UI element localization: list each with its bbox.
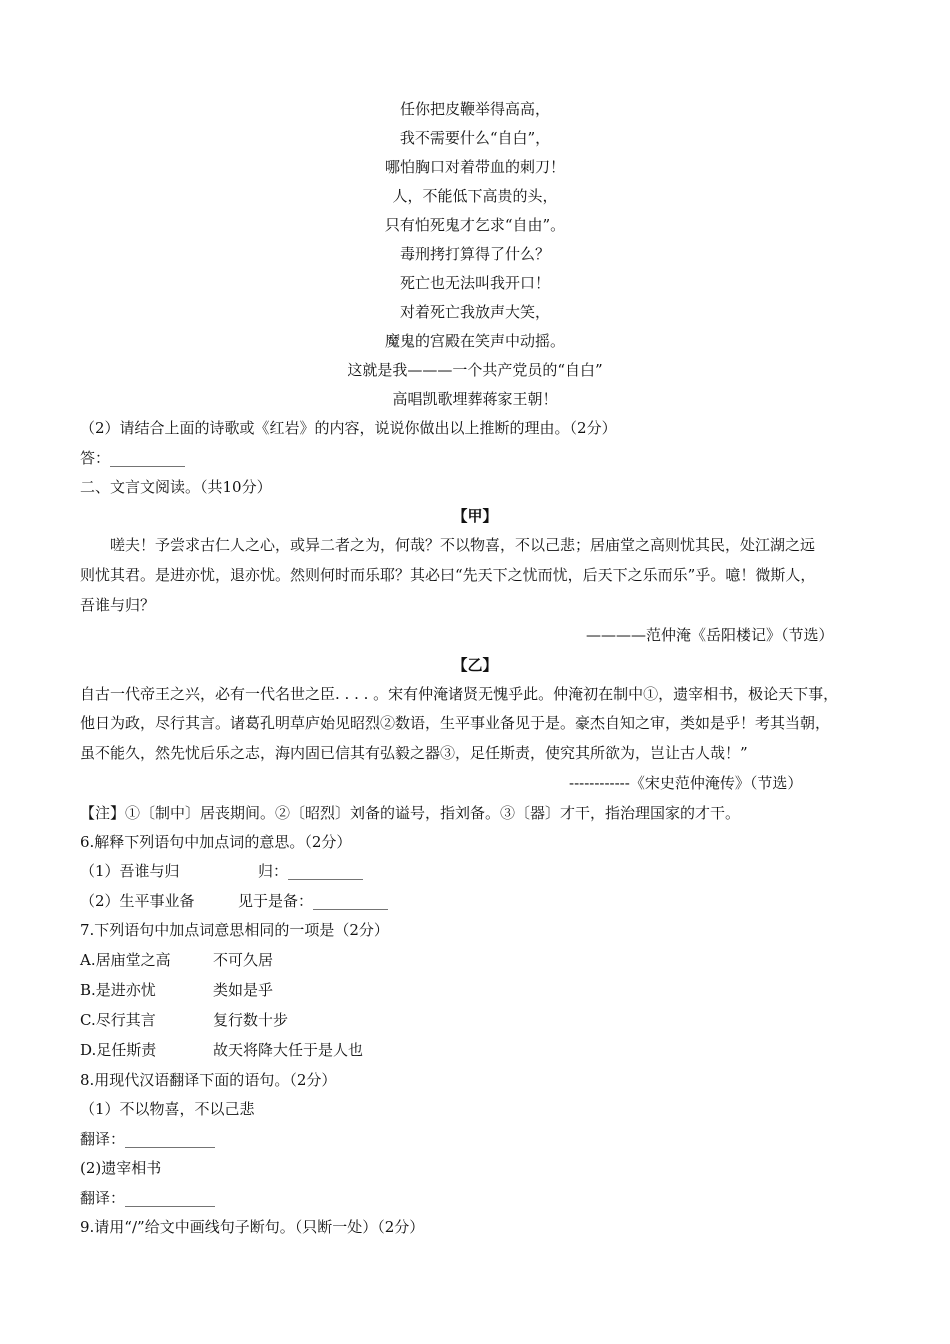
poem-line: 高唱凯歌埋葬蒋家王朝！	[392, 390, 558, 408]
poem-line: 毒刑拷打算得了什么？	[399, 245, 550, 263]
option-b-left: B.是进亦忧	[80, 981, 156, 999]
passage-heading-yi: 【乙】	[452, 656, 498, 674]
option-c-right: 复行数十步	[213, 1011, 289, 1029]
question-9-title: 9.请用“/”给文中画线句子断句。（只断一处）（2分）	[80, 1218, 425, 1236]
question-6-item-1: （1）吾谁与归	[80, 862, 180, 880]
annotation-note: 【注】①〔制中〕居丧期间。②〔昭烈〕刘备的谥号，指刘备。③〔器〕才干，指治理国家的才干。	[80, 804, 741, 822]
passage-yi-line: 虽不能久，然先忧后乐之志，海内固已信其有弘毅之器③，足任斯责，使究其所欲为，岂让古人哉！”	[80, 744, 748, 762]
option-c-left: C.尽行其言	[80, 1011, 156, 1029]
passage-heading-jia: 【甲】	[452, 507, 498, 525]
poem-line: 死亡也无法叫我开口！	[399, 274, 550, 292]
poem-line: 人，不能低下高贵的头，	[392, 187, 558, 205]
passage-jia-line: 则忧其君。是进亦忧，退亦忧。然则何时而乐耶？其必曰“先天下之忧而忧，后天下之乐而乐”乎。噫！微斯人，	[80, 566, 816, 584]
option-b-right: 类如是乎	[213, 981, 274, 999]
question-6-blank-1: 归：__________	[258, 862, 364, 880]
passage-jia-source: ————范仲淹《岳阳楼记》（节选）	[586, 626, 834, 644]
poem-line: 任你把皮鞭举得高高，	[399, 100, 550, 118]
poem-line: 我不需要什么“自白”，	[399, 129, 551, 147]
question-8-item-2: (2)遗宰相书	[80, 1159, 162, 1177]
answer-blank: 答：__________	[80, 449, 186, 467]
question-8-title: 8.用现代汉语翻译下面的语句。（2分）	[80, 1071, 337, 1089]
question-8-answer-1: 翻译：____________	[80, 1130, 216, 1148]
passage-jia-line: 嗟夫！予尝求古仁人之心，或异二者之为，何哉？不以物喜，不以己悲；居庙堂之高则忧其民，处江湖之远	[110, 536, 816, 554]
passage-yi-line: 他日为政，尽行其言。诸葛孔明草庐始见昭烈②数语，生平事业备见于是。豪杰自知之审，类如是乎！考其当朝，	[80, 714, 831, 732]
question-6-title: 6.解释下列语句中加点词的意思。（2分）	[80, 833, 352, 851]
question-6-item-2: （2）生平事业备	[80, 892, 195, 910]
option-a-left: A.居庙堂之高	[80, 951, 171, 969]
passage-yi-source: ------------《宋史范仲淹传》（节选）	[569, 774, 803, 792]
poem-line: 哪怕胸口对着带血的刺刀！	[384, 158, 565, 176]
option-d-left: D.足任斯责	[80, 1041, 157, 1059]
question-8-answer-2: 翻译：____________	[80, 1189, 216, 1207]
poem-line: 对着死亡我放声大笑，	[399, 303, 550, 321]
section-title: 二、文言文阅读。（共10分）	[80, 478, 272, 496]
poem-line: 这就是我———一个共产党员的“自白”	[347, 361, 603, 379]
poem-line: 只有怕死鬼才乞求“自由”。	[384, 216, 566, 234]
option-a-right: 不可久居	[213, 951, 274, 969]
question-7-title: 7.下列语句中加点词意思相同的一项是（2分）	[80, 921, 389, 939]
question-8-item-1: （1）不以物喜，不以己悲	[80, 1100, 255, 1118]
passage-jia-line: 吾谁与归？	[80, 596, 156, 614]
passage-yi-line: 自古一代帝王之兴，必有一代名世之臣. . . . 。宋有仲淹诸贤无愧乎此。仲淹初在制中①，遗宰相书，极论天下事，	[80, 685, 839, 703]
poem-line: 魔鬼的宫殿在笑声中动摇。	[384, 332, 565, 350]
option-d-right: 故天将降大任于是人也	[213, 1041, 364, 1059]
question-6-blank-2: 见于是备：__________	[238, 892, 389, 910]
question-poem-reason: （2）请结合上面的诗歌或《红岩》的内容，说说你做出以上推断的理由。（2分）	[80, 419, 617, 437]
